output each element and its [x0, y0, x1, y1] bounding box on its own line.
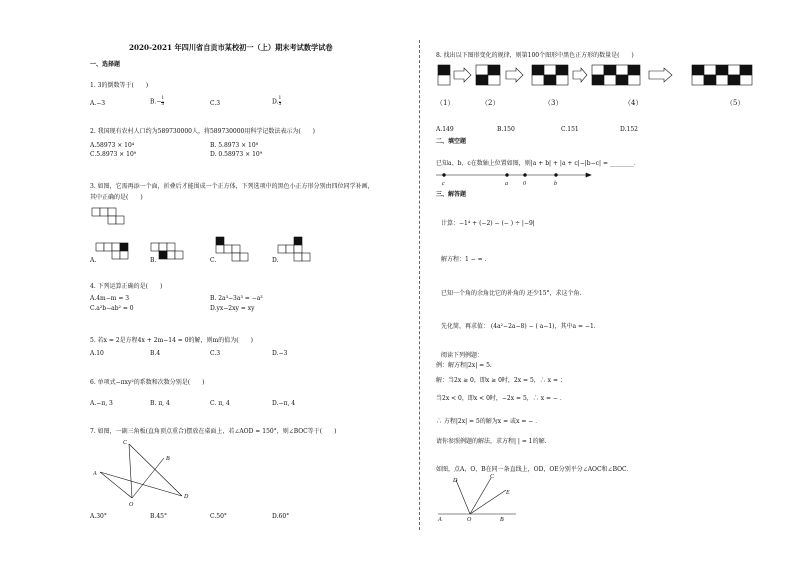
q1-option-c: C.3: [210, 100, 221, 107]
q8-pattern-figure: [436, 63, 776, 93]
q7-label-c: C: [123, 440, 128, 446]
q8-option-d: D.152: [620, 126, 638, 133]
q3-net-figure: [92, 208, 132, 230]
column-divider: [419, 40, 420, 530]
q9-number-line: [436, 170, 596, 188]
q10-text: 计算：−1⁴ + (−2) − (− ) ÷ |−9|: [441, 220, 535, 227]
q3-option-c-figure: [216, 237, 250, 265]
q5-option-d: D.−3: [272, 350, 288, 357]
q14-line-4: 当2x < 0，即x < 0时，−2x = 5，∴ x = − ．: [436, 395, 566, 402]
q3-stem-2: 其中正确的是( ): [90, 194, 143, 201]
q7-label-b: B: [166, 456, 170, 462]
q15-label-d: D: [453, 478, 458, 484]
q13-text: 先化简，再求值： (4a²−2a−8) − ( a−1)，其中a = −1.: [441, 323, 596, 330]
q8-fig-label-5: （5）: [726, 99, 745, 107]
page-title: 2020-2021 年四川省自贡市某校初一（上）期末考试数学试卷: [129, 43, 333, 52]
q8-fig-label-4: （4）: [624, 99, 643, 107]
q8-option-b: B.150: [497, 126, 515, 133]
q8-fig-label-2: （2）: [481, 99, 500, 107]
q4-option-c: C.a²b−ab² = 0: [90, 305, 134, 312]
q7-option-a: A.30°: [90, 513, 107, 520]
q14-line-3: 解：当2x ≥ 0，即x ≥ 0时，2x = 5，∴ x = ；: [436, 377, 566, 384]
q2-option-d: D. 0.58973 × 10⁹: [210, 151, 263, 158]
section-choice: 一、选择题: [90, 61, 121, 68]
q14-line-5: ∴ 方程|2x| = 5的解为x = 或x = − ．: [436, 418, 542, 425]
q9-label-0: 0: [523, 181, 526, 187]
q3-option-a: A.: [90, 257, 97, 264]
q7-option-c: C.50°: [210, 513, 227, 520]
q11-text: 解方程：1 − = .: [441, 256, 487, 263]
q6-option-a: A.−π, 3: [90, 400, 113, 407]
q7-option-d: D.60°: [272, 513, 290, 520]
q4-option-d: D.yx−2xy = xy: [210, 305, 255, 312]
q7-stem: 7. 如图，一副三角板(直角顶点重合)摆放在桌面上，若∠AOD = 150°，则∠BOC等于( ): [90, 428, 337, 435]
q6-option-b: B. π, 4: [150, 400, 170, 407]
q8-stem: 8. 找出以下图形变化的规律，则第100个图形中黑色正方形的数量是( ): [436, 52, 634, 59]
q1-option-b: B.− $\frac{1}{3}$: [150, 96, 165, 107]
q6-stem: 6. 单项式−πxy²的系数和次数分别是( ): [90, 379, 205, 386]
q2-stem: 2. 我国现有农村人口约为589730000人，将589730000用科学记数法表示为( ): [90, 128, 316, 135]
q3-option-a-figure: [96, 243, 130, 263]
q9-label-b: b: [554, 181, 557, 187]
q9-label-a: a: [505, 181, 508, 187]
q9-stem: 已知a、b、c在数轴上位置如图，则|a + b| + |a + c|−|b−c| = ________．: [436, 160, 640, 167]
q9-label-c: c: [442, 181, 445, 187]
section-fill: 二、填空题: [436, 138, 467, 145]
q14-line-1: 阅读下列例题：: [441, 352, 484, 359]
q5-option-b: B.4: [150, 350, 161, 357]
q15-label-o: O: [467, 517, 472, 523]
q3-option-d: D.: [272, 257, 279, 264]
q14-line-6: 请你参照例题的解法，求方程| | = 1的解.: [436, 438, 547, 445]
q2-option-c: C.5.8973 × 10⁹: [90, 151, 137, 158]
q15-label-a: A: [438, 517, 442, 523]
q6-option-c: C. π, 4: [210, 400, 230, 407]
q8-fig-label-1: （1）: [436, 99, 455, 107]
q1-option-a: A.−3: [90, 100, 106, 107]
q3-stem-1: 3. 如图，它需再添一个面，折叠后才能围成一个正方体，下列选项中的黑色小正方形分别由四位同学补画，: [90, 183, 374, 190]
q1-stem: 1. 3的倒数等于( ): [90, 82, 149, 89]
q4-stem: 4. 下列运算正确的是( ): [90, 283, 163, 290]
q7-triangle-figure: [92, 438, 192, 508]
q1-option-d: D. $\frac{1}{3}$: [272, 96, 282, 107]
q3-option-b: B.: [150, 257, 157, 264]
q5-stem: 5. 若x = 2是方程4x + 2m−14 = 0的解，则m的值为( ): [90, 337, 253, 344]
q3-option-c: C.: [210, 257, 217, 264]
q8-option-c: C.151: [561, 126, 579, 133]
q12-text: 已知一个角的余角比它的补角的 还少15°，求这个角.: [441, 290, 582, 297]
q2-option-b: B. 5.8973 × 10⁸: [210, 142, 259, 149]
q15-label-c: C: [490, 474, 495, 480]
q7-label-a: A: [93, 471, 97, 477]
q15-label-b: B: [500, 517, 504, 523]
q7-label-o: O: [129, 502, 134, 508]
q15-label-e: E: [506, 490, 510, 496]
q4-option-b: B. 2a³−3a³ = −a³: [210, 295, 263, 302]
q15-stem: 如图，点A，O，B在同一条直线上，OD，OE分别平分∠AOC和∠BOC．: [436, 466, 633, 473]
q3-option-d-figure: [278, 237, 312, 265]
q8-fig-label-3: （3）: [544, 99, 563, 107]
q7-option-b: B.45°: [150, 513, 167, 520]
q8-option-a: A.149: [436, 126, 454, 133]
q5-option-c: C.3: [210, 350, 221, 357]
q7-label-d: D: [184, 494, 189, 500]
q5-option-a: A.10: [90, 350, 104, 357]
section-answer: 三、解答题: [436, 191, 467, 198]
q6-option-d: D.−π, 4: [272, 400, 296, 407]
q2-option-a: A.58973 × 10⁴: [90, 142, 135, 149]
q15-angle-figure: [436, 474, 526, 524]
q14-line-2: 例：解方程|2x| = 5.: [436, 362, 492, 369]
q4-option-a: A.4m−m = 3: [90, 295, 130, 302]
